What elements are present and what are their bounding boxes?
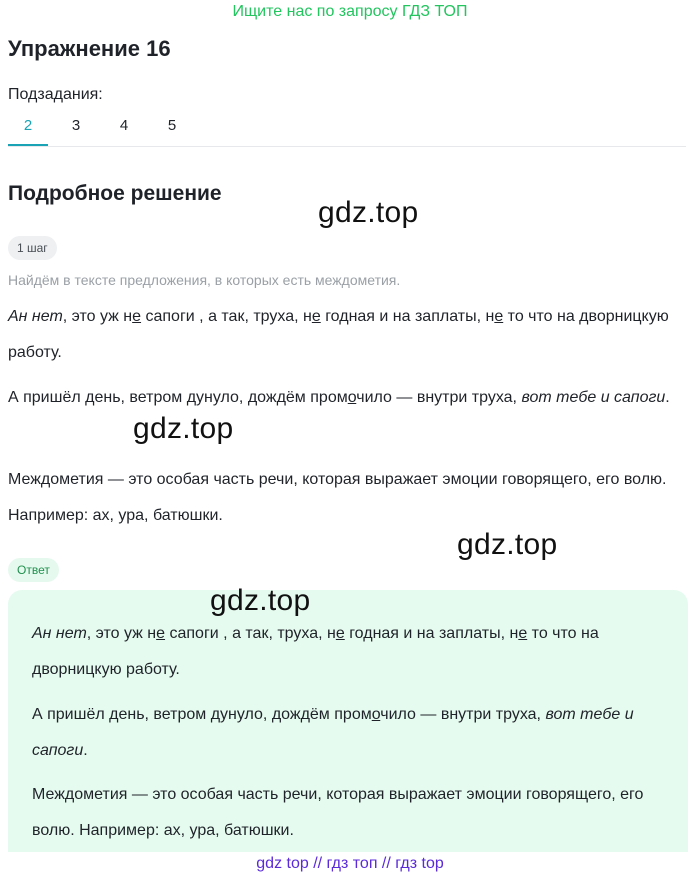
underlined-letter: е <box>311 308 321 325</box>
subtasks-label: Подзадания: <box>8 86 103 103</box>
text-fragment: годная и на заплаты, н <box>320 308 495 325</box>
text-fragment: годная и на заплаты, н <box>344 625 519 642</box>
text-fragment: то что на дворницкую работу. <box>32 625 599 678</box>
text-fragment: . <box>665 389 670 406</box>
subtask-tab-5[interactable]: 5 <box>167 117 177 134</box>
page-title: Упражнение 16 <box>8 36 171 61</box>
answer-badge: Ответ <box>8 558 59 582</box>
text-fragment: , это уж н <box>86 625 157 642</box>
subtask-tab-2[interactable]: 2 <box>8 108 48 145</box>
subtask-tabs <box>8 108 686 147</box>
answer-sentence-1 <box>32 616 672 688</box>
interjection: вот тебе и сапоги <box>521 389 666 406</box>
underlined-letter: е <box>156 625 166 642</box>
text-fragment: А пришёл день, ветром дунуло, дождём пром <box>32 706 372 723</box>
text-fragment: чило — внутри труха, <box>380 706 546 723</box>
watermark: gdz.top <box>210 584 311 617</box>
underlined-letter: о <box>371 706 381 723</box>
footer-links: gdz top // гдз топ // гдз top <box>256 855 444 872</box>
underlined-letter: о <box>347 389 357 406</box>
watermark: gdz.top <box>457 528 558 561</box>
underlined-letter: е <box>494 308 504 325</box>
text-fragment: . <box>83 742 88 759</box>
text-fragment: А пришёл день, ветром дунуло, дождём пром <box>8 389 348 406</box>
solution-title: Подробное решение <box>8 182 222 205</box>
text-fragment: то что на дворницкую работу. <box>8 308 669 361</box>
text-fragment: чило — внутри труха, <box>356 389 522 406</box>
answer-definition: Междометия — это особая часть речи, которая выражает эмоции говорящего, его волю. Например: ах, ура, батюшки. <box>32 786 644 839</box>
definition-text: Междометия — это особая часть речи, которая выражает эмоции говорящего, его волю. Например: ах, ура, батюшки. <box>8 471 667 524</box>
answer-box <box>8 590 688 852</box>
underlined-letter: е <box>132 308 142 325</box>
text-fragment: , это уж н <box>62 308 133 325</box>
underlined-letter: е <box>518 625 528 642</box>
sentence-1 <box>8 299 688 371</box>
step-badge: 1 шаг <box>8 236 57 260</box>
interjection: Ан нет <box>32 625 87 642</box>
watermark: gdz.top <box>318 196 419 229</box>
answer-sentence-2 <box>32 697 672 769</box>
interjection: вот тебе и сапоги <box>32 706 634 759</box>
subtask-tab-3[interactable]: 3 <box>71 117 81 134</box>
watermark: gdz.top <box>133 412 234 445</box>
promo-banner: Ищите нас по запросу ГДЗ ТОП <box>232 3 468 20</box>
sentence-2 <box>8 380 688 416</box>
step-hint: Найдём в тексте предложения, в которых есть междометия. <box>8 272 401 288</box>
underlined-letter: е <box>335 625 345 642</box>
text-fragment: сапоги , а так, труха, н <box>165 625 336 642</box>
interjection: Ан нет <box>8 308 63 325</box>
subtask-tab-4[interactable]: 4 <box>119 117 129 134</box>
text-fragment: сапоги , а так, труха, н <box>141 308 312 325</box>
